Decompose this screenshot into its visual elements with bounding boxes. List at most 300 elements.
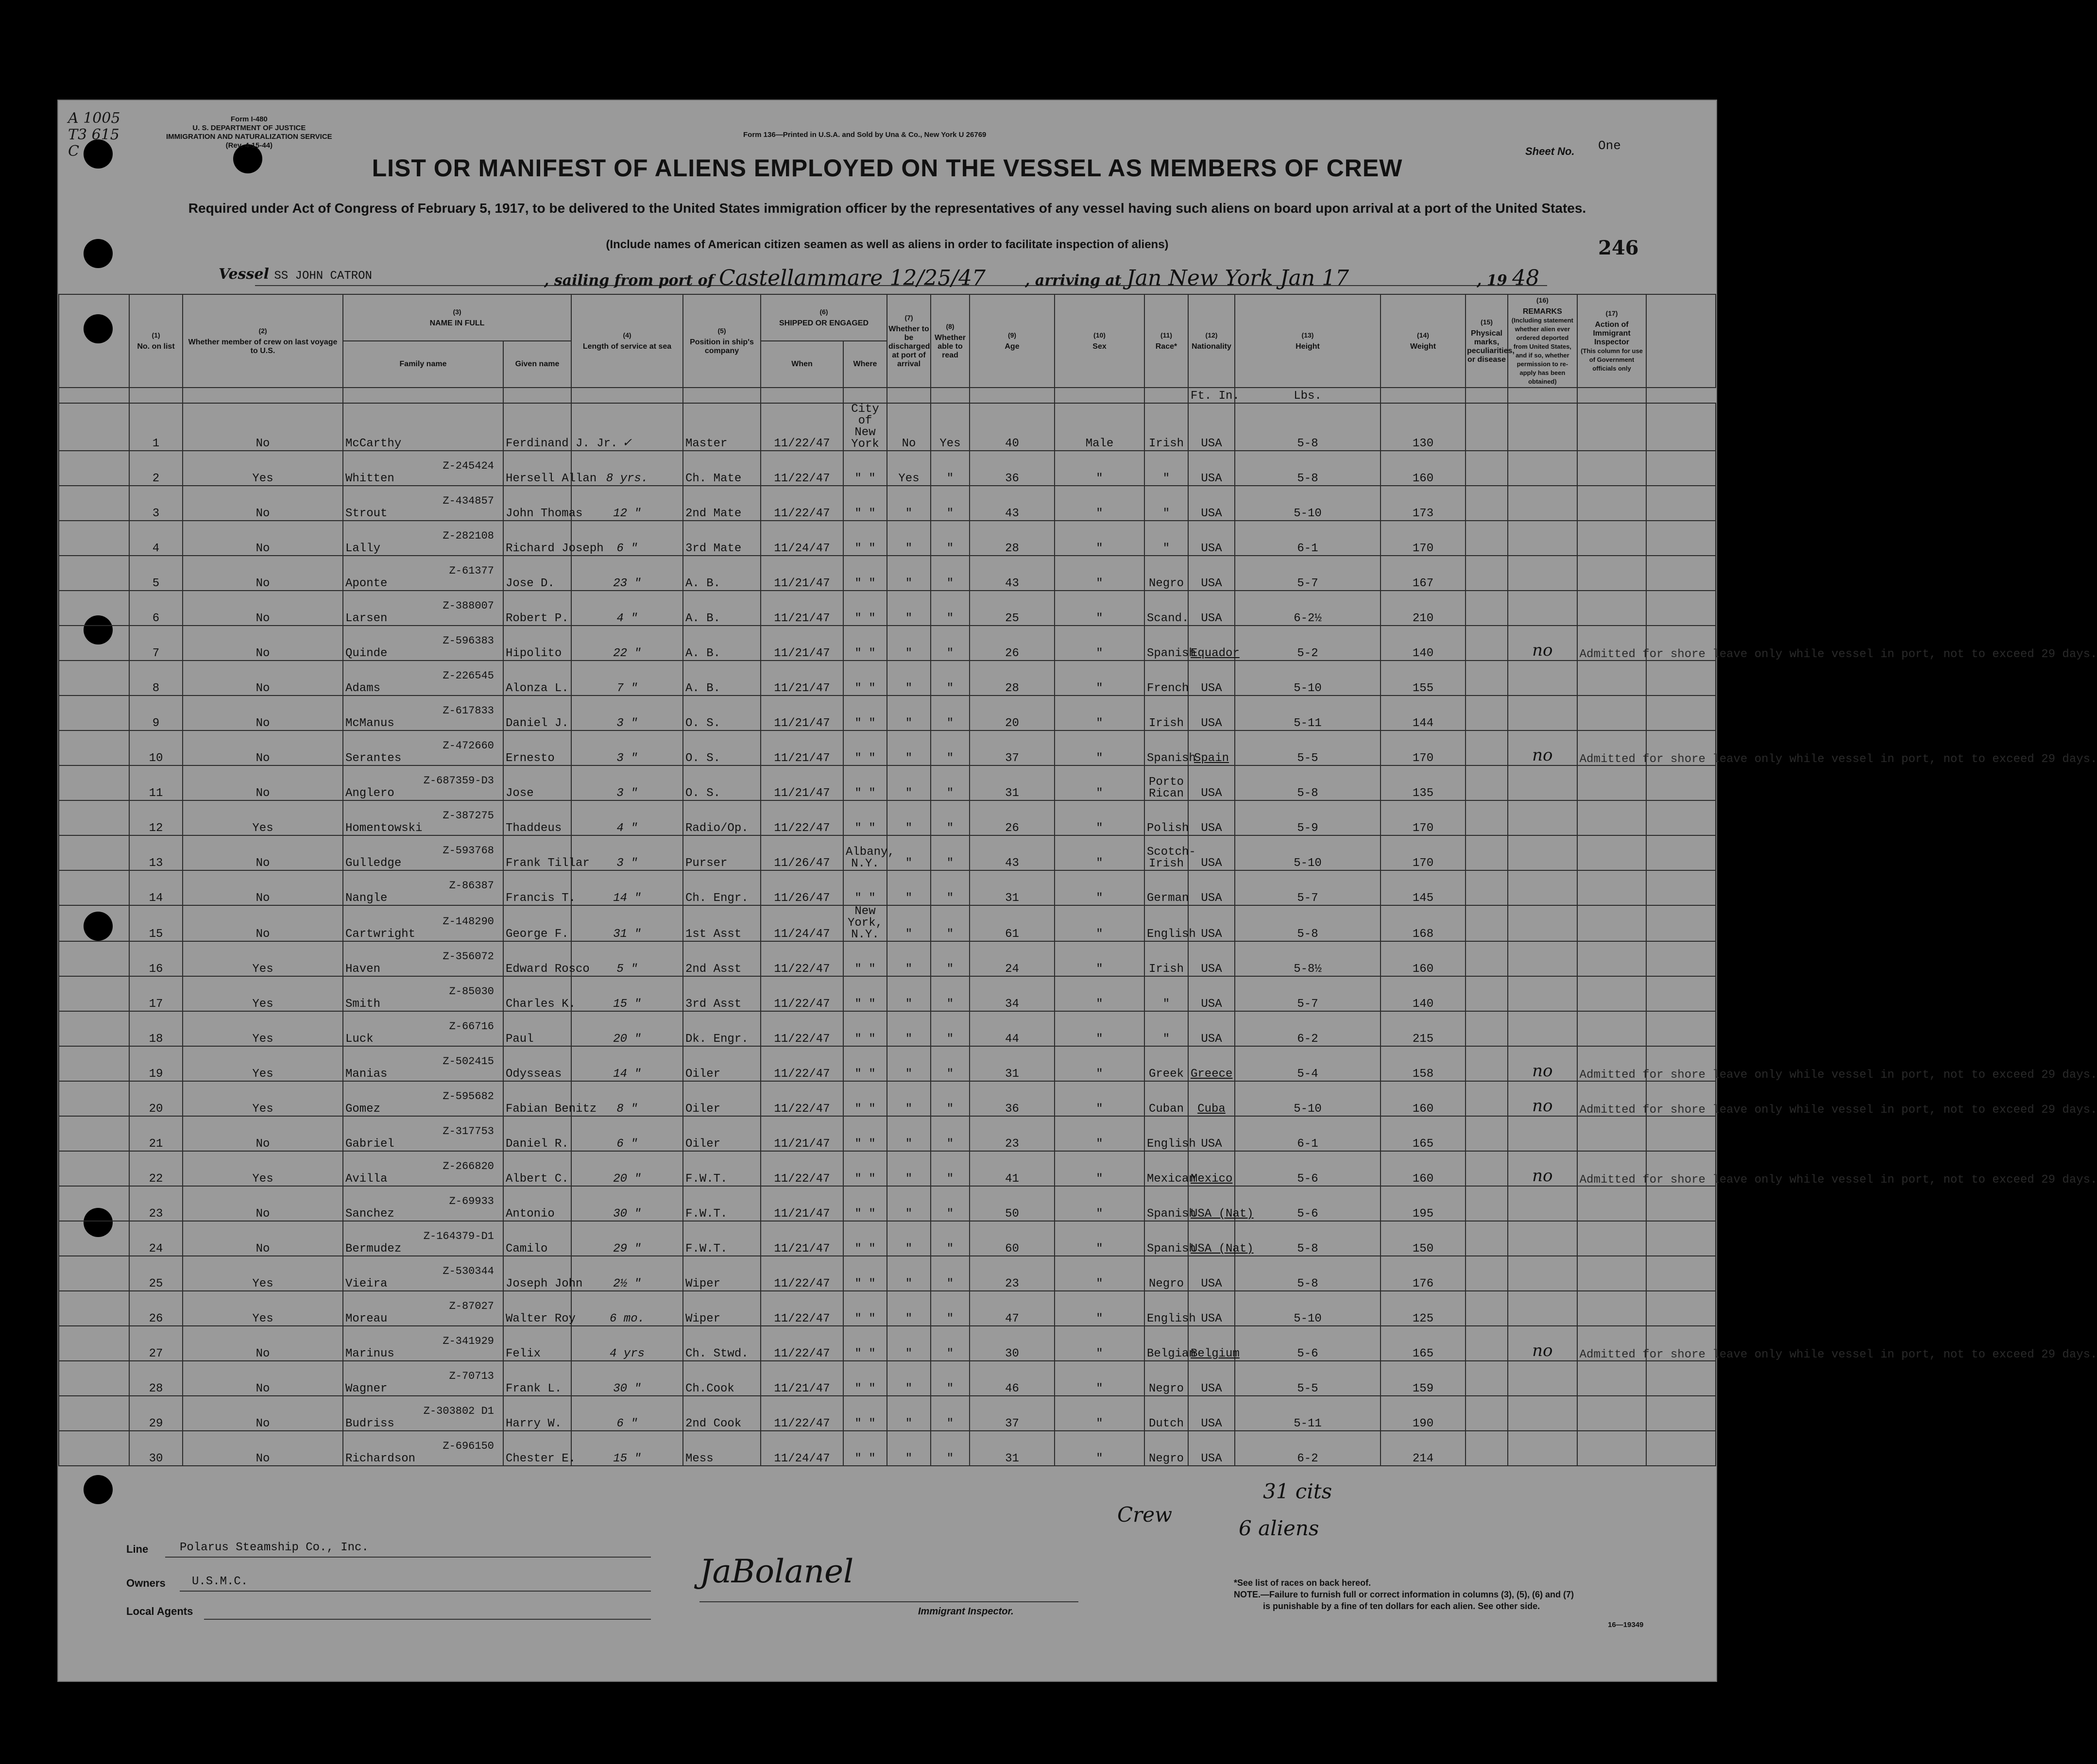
family-name xyxy=(343,1396,503,1431)
service-length: ✓ xyxy=(571,403,683,451)
table-row xyxy=(59,556,1716,591)
service-length: 3 " xyxy=(571,765,683,800)
height: 5-5 xyxy=(1235,1361,1381,1396)
shipped-when: 11/22/47 xyxy=(761,1151,843,1186)
footer-note: is punishable by a fine of ten dollars for each alien. See other side. xyxy=(1263,1601,1540,1611)
family-name-text: Manias xyxy=(345,1068,388,1081)
shipped-where: " " xyxy=(843,1186,887,1221)
weight: 140 xyxy=(1381,626,1466,661)
height: 5-7 xyxy=(1235,976,1381,1011)
shipped-where: " " xyxy=(843,941,887,976)
service-length: 6 " xyxy=(571,521,683,556)
height: 5-11 xyxy=(1235,1396,1381,1431)
col-label: REMARKS xyxy=(1522,307,1562,316)
weight: 195 xyxy=(1381,1186,1466,1221)
able-to-read: " xyxy=(931,1361,970,1396)
shipped-when: 11/22/47 xyxy=(761,486,843,521)
remarks xyxy=(1508,905,1577,941)
table-row xyxy=(59,626,1716,661)
form-number: 16—19349 xyxy=(1608,1621,1644,1629)
able-to-read: " xyxy=(931,870,970,905)
weight: 214 xyxy=(1381,1431,1466,1466)
shipped-when: 11/22/47 xyxy=(761,1046,843,1081)
family-name-text: Moreau xyxy=(345,1312,388,1325)
discharged: " xyxy=(887,765,931,800)
row-number: 4 xyxy=(129,521,183,556)
prev-voyage: No xyxy=(183,626,343,661)
prev-voyage: No xyxy=(183,1116,343,1151)
row-margin xyxy=(1646,976,1716,1011)
family-name xyxy=(343,591,503,626)
row-margin xyxy=(59,1081,129,1116)
empty-cell xyxy=(1577,388,1647,403)
units-row xyxy=(59,388,1716,403)
inspector-action xyxy=(1577,591,1647,626)
col-header-position xyxy=(683,294,761,388)
nationality: USA xyxy=(1188,835,1235,870)
family-name xyxy=(343,451,503,486)
row-margin xyxy=(1646,591,1716,626)
row-number: 14 xyxy=(129,870,183,905)
col-num: (1) xyxy=(152,331,160,339)
shipped-where: " " xyxy=(843,695,887,730)
race: Irish xyxy=(1144,403,1188,451)
weight: 165 xyxy=(1381,1116,1466,1151)
remarks xyxy=(1508,941,1577,976)
table-row xyxy=(59,1256,1716,1291)
nationality: USA xyxy=(1188,451,1235,486)
table-row xyxy=(59,1011,1716,1046)
row-number: 28 xyxy=(129,1361,183,1396)
weight: 160 xyxy=(1381,1081,1466,1116)
table-row xyxy=(59,1221,1716,1256)
family-name-text: Cartwright xyxy=(345,928,416,941)
row-number: 7 xyxy=(129,626,183,661)
height: 6-2½ xyxy=(1235,591,1381,626)
able-to-read: " xyxy=(931,941,970,976)
race: English xyxy=(1144,1116,1188,1151)
col-label: Height xyxy=(1296,342,1320,351)
age: 31 xyxy=(970,1046,1055,1081)
service-length: 3 " xyxy=(571,730,683,765)
inspector-action xyxy=(1577,695,1647,730)
given-name: Frank Tillar xyxy=(503,835,571,870)
weight: 190 xyxy=(1381,1396,1466,1431)
shipped-when: 11/22/47 xyxy=(761,1291,843,1326)
shipped-where: " " xyxy=(843,1291,887,1326)
vessel-value: SS JOHN CATRON xyxy=(274,270,372,283)
inspector-action xyxy=(1577,451,1647,486)
position: Wiper xyxy=(683,1256,761,1291)
row-margin xyxy=(59,626,129,661)
service-length: 20 " xyxy=(571,1151,683,1186)
inspector-action xyxy=(1577,870,1647,905)
row-margin xyxy=(1646,905,1716,941)
remarks: no xyxy=(1508,626,1577,661)
family-name-text: Whitten xyxy=(345,472,394,485)
weight: 158 xyxy=(1381,1046,1466,1081)
corner-handwriting xyxy=(68,110,120,160)
inspector-action: Admitted for shore leave only while vessel in port, not to exceed 29 days. xyxy=(1577,1326,1647,1361)
family-name xyxy=(343,626,503,661)
able-to-read: " xyxy=(931,1046,970,1081)
shipped-when: 11/21/47 xyxy=(761,556,843,591)
inspector-action xyxy=(1577,941,1647,976)
col-header-service xyxy=(571,294,683,388)
age: 61 xyxy=(970,905,1055,941)
sex: " xyxy=(1055,1431,1144,1466)
weight: 140 xyxy=(1381,976,1466,1011)
position: Ch.Cook xyxy=(683,1361,761,1396)
empty-cell xyxy=(761,388,843,403)
inspector-action: Admitted for shore leave only while vessel in port, not to exceed 29 days. xyxy=(1577,626,1647,661)
shipped-where: " " xyxy=(843,451,887,486)
shipped-when: 11/26/47 xyxy=(761,835,843,870)
position: Wiper xyxy=(683,1291,761,1326)
arriving-label: , arriving at xyxy=(1025,272,1122,289)
family-name-text: Homentowski xyxy=(345,822,423,835)
col-header-nationality xyxy=(1188,294,1235,388)
empty-cell xyxy=(503,388,571,403)
age: 20 xyxy=(970,695,1055,730)
given-name: Chester E. xyxy=(503,1431,571,1466)
prev-voyage: No xyxy=(183,1326,343,1361)
col-header-discharged xyxy=(887,294,931,388)
race: " xyxy=(1144,521,1188,556)
family-name xyxy=(343,835,503,870)
row-number: 21 xyxy=(129,1116,183,1151)
row-margin xyxy=(59,1396,129,1431)
sailing-field xyxy=(544,266,986,291)
row-margin xyxy=(59,1186,129,1221)
family-name xyxy=(343,905,503,941)
nationality: Mexico xyxy=(1188,1151,1235,1186)
prev-voyage: Yes xyxy=(183,800,343,835)
col-label: Race* xyxy=(1155,342,1177,351)
given-name: George F. xyxy=(503,905,571,941)
shipped-where: " " xyxy=(843,765,887,800)
row-number: 15 xyxy=(129,905,183,941)
table-row xyxy=(59,1151,1716,1186)
physical-marks xyxy=(1466,626,1508,661)
row-margin xyxy=(1646,800,1716,835)
height: 5-7 xyxy=(1235,556,1381,591)
prev-voyage: Yes xyxy=(183,1151,343,1186)
row-margin xyxy=(59,403,129,451)
sex: " xyxy=(1055,626,1144,661)
discharged: " xyxy=(887,591,931,626)
arriving-field xyxy=(1025,266,1349,291)
given-name: Odysseas xyxy=(503,1046,571,1081)
shipped-when: 11/21/47 xyxy=(761,765,843,800)
age: 50 xyxy=(970,1186,1055,1221)
row-margin xyxy=(1646,1361,1716,1396)
prev-voyage: No xyxy=(183,1221,343,1256)
seaman-id: Z-388007 xyxy=(443,600,494,612)
nationality: USA xyxy=(1188,661,1235,695)
family-name xyxy=(343,1326,503,1361)
service-length: 12 " xyxy=(571,486,683,521)
col-header-height xyxy=(1235,294,1381,388)
row-margin xyxy=(1646,451,1716,486)
remarks: no xyxy=(1508,1326,1577,1361)
manifest-sheet xyxy=(57,100,2097,1682)
age: 28 xyxy=(970,521,1055,556)
position: Ch. Engr. xyxy=(683,870,761,905)
sex: " xyxy=(1055,1046,1144,1081)
discharged: " xyxy=(887,661,931,695)
shipped-where: " " xyxy=(843,626,887,661)
discharged: " xyxy=(887,976,931,1011)
given-name: Daniel R. xyxy=(503,1116,571,1151)
table-row xyxy=(59,1081,1716,1116)
able-to-read: " xyxy=(931,626,970,661)
physical-marks xyxy=(1466,556,1508,591)
shipped-where: New York, N.Y. xyxy=(843,905,887,941)
seaman-id: Z-696150 xyxy=(443,1440,494,1452)
discharged: " xyxy=(887,1151,931,1186)
race: Belgian xyxy=(1144,1326,1188,1361)
height: 5-6 xyxy=(1235,1326,1381,1361)
row-margin xyxy=(1646,1011,1716,1046)
shipped-where: " " xyxy=(843,1011,887,1046)
age: 46 xyxy=(970,1361,1055,1396)
able-to-read: " xyxy=(931,765,970,800)
inspector-action xyxy=(1577,1396,1647,1431)
seaman-id: Z-617833 xyxy=(443,705,494,717)
sex: " xyxy=(1055,1186,1144,1221)
family-name-text: Nangle xyxy=(345,892,388,905)
given-name: Walter Roy xyxy=(503,1291,571,1326)
prev-voyage: No xyxy=(183,1431,343,1466)
family-name-text: McManus xyxy=(345,717,394,730)
nationality: USA xyxy=(1188,800,1235,835)
nationality: Belgium xyxy=(1188,1326,1235,1361)
row-number: 19 xyxy=(129,1046,183,1081)
col-num: (11) xyxy=(1160,331,1173,339)
weight: 168 xyxy=(1381,905,1466,941)
able-to-read: Yes xyxy=(931,403,970,451)
table-row xyxy=(59,695,1716,730)
able-to-read: " xyxy=(931,730,970,765)
age: 43 xyxy=(970,556,1055,591)
service-length: 20 " xyxy=(571,1011,683,1046)
row-number: 2 xyxy=(129,451,183,486)
position: Ch. Stwd. xyxy=(683,1326,761,1361)
seaman-id: Z-61377 xyxy=(449,565,494,577)
able-to-read: " xyxy=(931,486,970,521)
given-name: Richard Joseph xyxy=(503,521,571,556)
row-number: 1 xyxy=(129,403,183,451)
shipped-when: 11/22/47 xyxy=(761,800,843,835)
form-identifier xyxy=(166,115,332,150)
col-label: Whether able to read xyxy=(935,334,966,359)
shipped-where: " " xyxy=(843,1221,887,1256)
physical-marks xyxy=(1466,1361,1508,1396)
seaman-id: Z-148290 xyxy=(443,916,494,928)
table-row xyxy=(59,451,1716,486)
row-margin xyxy=(1646,1396,1716,1431)
position: Master xyxy=(683,403,761,451)
nationality: USA xyxy=(1188,1396,1235,1431)
shipped-where: " " xyxy=(843,1326,887,1361)
sex: " xyxy=(1055,1291,1144,1326)
shipped-when: 11/21/47 xyxy=(761,1186,843,1221)
service-length: 2½ " xyxy=(571,1256,683,1291)
sex: " xyxy=(1055,941,1144,976)
remarks xyxy=(1508,403,1577,451)
row-number: 16 xyxy=(129,941,183,976)
prev-voyage: Yes xyxy=(183,941,343,976)
shipped-where: Albany, N.Y. xyxy=(843,835,887,870)
col-num: (6) xyxy=(819,308,828,316)
table-row xyxy=(59,1046,1716,1081)
able-to-read: " xyxy=(931,976,970,1011)
remarks: no xyxy=(1508,1046,1577,1081)
table-row xyxy=(59,521,1716,556)
empty-cell xyxy=(129,388,183,403)
inspector-action xyxy=(1577,800,1647,835)
shipped-when: 11/21/47 xyxy=(761,1361,843,1396)
sex: " xyxy=(1055,905,1144,941)
nationality: USA xyxy=(1188,941,1235,976)
col-num: (12) xyxy=(1205,331,1218,339)
empty-cell xyxy=(1508,388,1577,403)
shipped-where: " " xyxy=(843,591,887,626)
able-to-read: " xyxy=(931,1186,970,1221)
seaman-id: Z-69933 xyxy=(449,1195,494,1207)
position: Radio/Op. xyxy=(683,800,761,835)
race: Spanish xyxy=(1144,626,1188,661)
race: Scand. xyxy=(1144,591,1188,626)
col-label: Nationality xyxy=(1192,342,1231,351)
line-underline xyxy=(165,1557,651,1558)
given-name: Paul xyxy=(503,1011,571,1046)
row-margin xyxy=(59,1151,129,1186)
given-name: Joseph John xyxy=(503,1256,571,1291)
col-num: (5) xyxy=(717,327,726,335)
race: Negro xyxy=(1144,1361,1188,1396)
row-number: 26 xyxy=(129,1291,183,1326)
family-name xyxy=(343,870,503,905)
age: 40 xyxy=(970,403,1055,451)
physical-marks xyxy=(1466,800,1508,835)
nationality: USA xyxy=(1188,905,1235,941)
row-margin xyxy=(59,870,129,905)
family-name-text: Adams xyxy=(345,682,381,695)
inspector-action xyxy=(1577,486,1647,521)
family-name-text: Aponte xyxy=(345,577,388,590)
physical-marks xyxy=(1466,1116,1508,1151)
service-length: 8 " xyxy=(571,1081,683,1116)
able-to-read: " xyxy=(931,1291,970,1326)
seaman-id: Z-595682 xyxy=(443,1090,494,1102)
physical-marks xyxy=(1466,1326,1508,1361)
sex: " xyxy=(1055,556,1144,591)
col-label: Action of Immigrant Inspector xyxy=(1593,321,1631,346)
vessel-label: Vessel xyxy=(219,266,269,283)
able-to-read: " xyxy=(931,1116,970,1151)
family-name-text: Marinus xyxy=(345,1347,394,1360)
height: 6-1 xyxy=(1235,1116,1381,1151)
given-name: Robert P. xyxy=(503,591,571,626)
service-length: 6 " xyxy=(571,1396,683,1431)
crew-note-aliens: 6 aliens xyxy=(1239,1516,1319,1540)
weight: 160 xyxy=(1381,1151,1466,1186)
race: Porto Rican xyxy=(1144,765,1188,800)
physical-marks xyxy=(1466,661,1508,695)
col-num: (16) xyxy=(1536,296,1549,304)
age: 36 xyxy=(970,1081,1055,1116)
able-to-read: " xyxy=(931,1221,970,1256)
inspector-action xyxy=(1577,556,1647,591)
service-length: 4 " xyxy=(571,800,683,835)
height: 6-1 xyxy=(1235,521,1381,556)
position: Purser xyxy=(683,835,761,870)
age: 23 xyxy=(970,1116,1055,1151)
col-num: (15) xyxy=(1481,318,1493,326)
given-name: Frank L. xyxy=(503,1361,571,1396)
height: 6-2 xyxy=(1235,1011,1381,1046)
able-to-read: " xyxy=(931,451,970,486)
row-margin xyxy=(59,765,129,800)
family-name-text: Larsen xyxy=(345,612,388,625)
weight: 125 xyxy=(1381,1291,1466,1326)
race: " xyxy=(1144,486,1188,521)
able-to-read: " xyxy=(931,1011,970,1046)
height: 5-10 xyxy=(1235,835,1381,870)
nationality: USA xyxy=(1188,1116,1235,1151)
inspector-action: Admitted for shore leave only while vessel in port, not to exceed 29 days. xyxy=(1577,1081,1647,1116)
family-name xyxy=(343,661,503,695)
prev-voyage: No xyxy=(183,661,343,695)
race: French xyxy=(1144,661,1188,695)
seaman-id: Z-85030 xyxy=(449,985,494,998)
discharged: " xyxy=(887,1431,931,1466)
able-to-read: " xyxy=(931,1326,970,1361)
age: 60 xyxy=(970,1221,1055,1256)
row-number: 5 xyxy=(129,556,183,591)
position: 2nd Asst xyxy=(683,941,761,976)
col-num: (17) xyxy=(1605,309,1618,317)
col-label: SHIPPED OR ENGAGED xyxy=(779,319,869,327)
weight: 155 xyxy=(1381,661,1466,695)
table-row xyxy=(59,765,1716,800)
weight: 170 xyxy=(1381,730,1466,765)
able-to-read: " xyxy=(931,800,970,835)
service-length: 15 " xyxy=(571,1431,683,1466)
shipped-when: 11/21/47 xyxy=(761,730,843,765)
family-name xyxy=(343,800,503,835)
service-length: 15 " xyxy=(571,976,683,1011)
seaman-id: Z-356072 xyxy=(443,950,494,963)
shipped-when: 11/21/47 xyxy=(761,1221,843,1256)
discharged: " xyxy=(887,1046,931,1081)
discharged: " xyxy=(887,800,931,835)
shipped-where: " " xyxy=(843,870,887,905)
family-name xyxy=(343,1081,503,1116)
table-row xyxy=(59,591,1716,626)
owners-label: Owners xyxy=(126,1577,166,1589)
sex: " xyxy=(1055,451,1144,486)
nationality: Cuba xyxy=(1188,1081,1235,1116)
col-num: (4) xyxy=(623,331,631,339)
discharged: " xyxy=(887,1326,931,1361)
row-margin xyxy=(1646,1221,1716,1256)
empty-cell xyxy=(887,388,931,403)
shipped-when: 11/21/47 xyxy=(761,591,843,626)
physical-marks xyxy=(1466,1081,1508,1116)
